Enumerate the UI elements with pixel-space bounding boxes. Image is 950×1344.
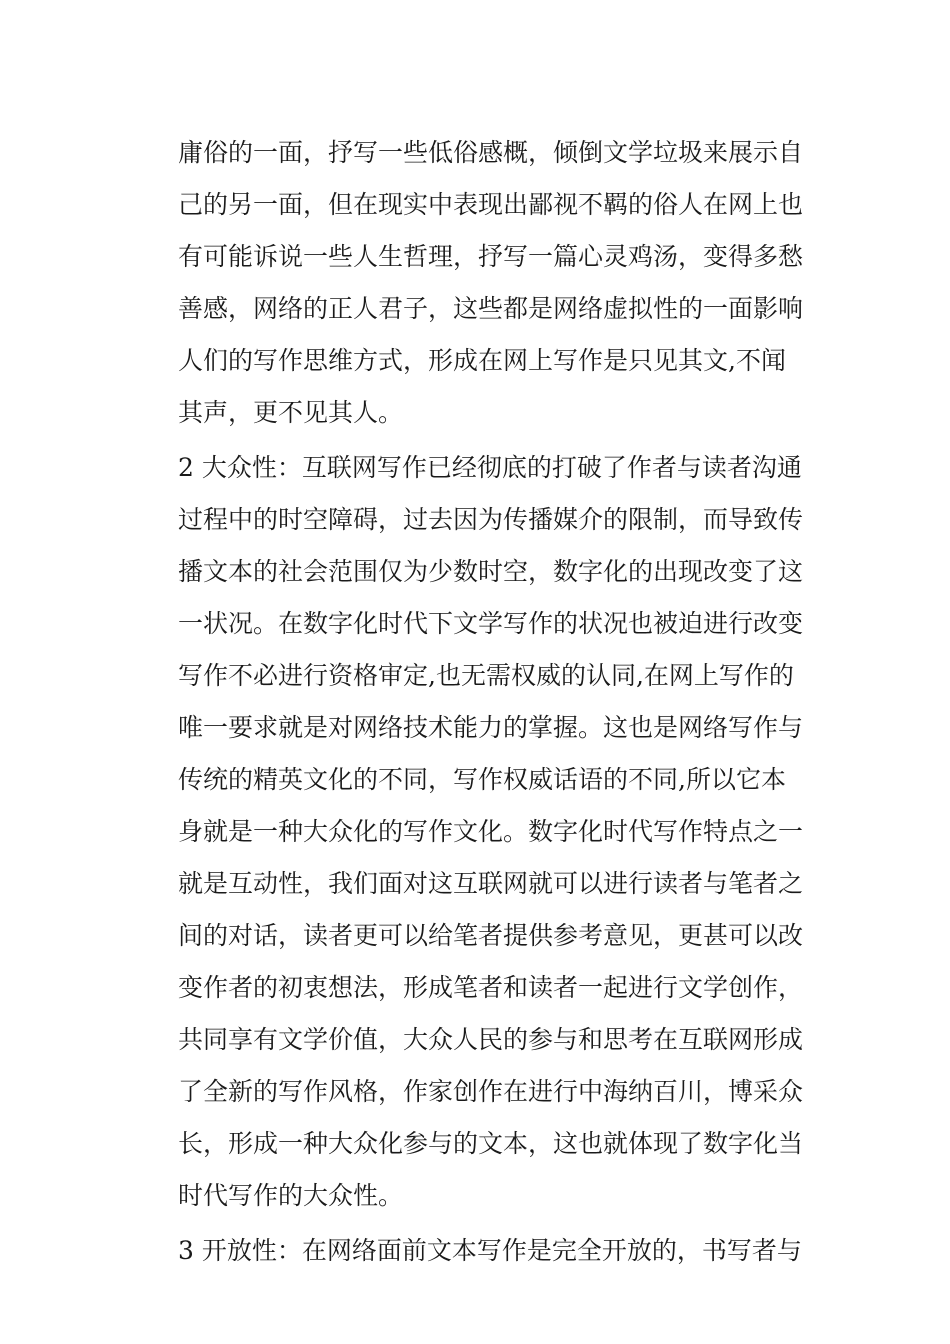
text-line: 播文本的社会范围仅为少数时空，数字化的出现改变了这: [178, 557, 804, 586]
text-line: 长，形成一种大众化参与的文本，这也就体现了数字化当: [178, 1129, 804, 1158]
text-line: 人们的写作思维方式，形成在网上写作是只见其文,不闻: [178, 346, 786, 375]
text-line: 庸俗的一面，抒写一些低俗感概，倾倒文学垃圾来展示自: [178, 138, 804, 167]
text-line: 唯一要求就是对网络技术能力的掌握。这也是网络写作与: [178, 713, 804, 742]
text-line: 过程中的时空障碍，过去因为传播媒介的限制，而导致传: [178, 505, 804, 534]
document-body: [178, 127, 808, 1277]
text-line: 其声，更不见其人。: [178, 398, 404, 427]
text-line: 共同享有文学价值，大众人民的参与和思考在互联网形成: [178, 1025, 804, 1054]
text-line: 一状况。在数字化时代下文学写作的状况也被迫进行改变: [178, 609, 804, 638]
text-line: 3 开放性：在网络面前文本写作是完全开放的，书写者与: [178, 1236, 802, 1265]
text-line: 间的对话，读者更可以给笔者提供参考意见，更甚可以改: [178, 921, 804, 950]
text-line: 传统的精英文化的不同，写作权威话语的不同,所以它本: [178, 765, 786, 794]
text-line: 时代写作的大众性。: [178, 1181, 404, 1210]
text-line: 有可能诉说一些人生哲理，抒写一篇心灵鸡汤，变得多愁: [178, 242, 804, 271]
text-line: 2 大众性：互联网写作已经彻底的打破了作者与读者沟通: [178, 453, 802, 482]
text-line: 善感，网络的正人君子，这些都是网络虚拟性的一面影响: [178, 294, 804, 323]
text-line: 变作者的初衷想法，形成笔者和读者一起进行文学创作，: [178, 973, 804, 1002]
paragraph-openness: [178, 1225, 808, 1277]
text-line: 己的另一面，但在现实中表现出鄙视不羁的俗人在网上也: [178, 190, 804, 219]
text-line: 写作不必进行资格审定,也无需权威的认同,在网上写作的: [178, 661, 794, 690]
paragraph-virtuality-continued: [178, 127, 808, 439]
text-line: 就是互动性，我们面对这互联网就可以进行读者与笔者之: [178, 869, 804, 898]
text-line: 了全新的写作风格，作家创作在进行中海纳百川，博采众: [178, 1077, 804, 1106]
text-line: 身就是一种大众化的写作文化。数字化时代写作特点之一: [178, 817, 804, 846]
paragraph-popularity: [178, 442, 808, 1222]
